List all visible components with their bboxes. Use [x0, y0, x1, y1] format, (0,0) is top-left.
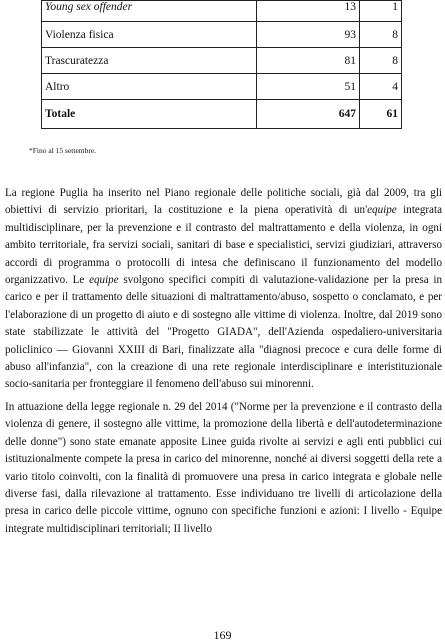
row-label: Violenza fisica	[42, 22, 257, 48]
row-value: 8	[360, 48, 402, 74]
row-value: 51	[257, 74, 360, 100]
emphasis-text: equipe	[367, 204, 397, 217]
paragraph-text: svolgono specifici compiti di valutazione-validazione per la presa in carico e per il trattamento delle situazioni di maltrattamento/abuso, sospetto o conclamato, e per l'elaborazione di un progetto di aiuto e di sostegno alle vittime di violenza. Inoltre, dal 2019 sono state stabilizzate le attività del "Progetto GIADA", dell'Azienda ospedaliero-universitaria policlinico — Giovanni XXIII di Bari, finalizzate alla "diagnosi precoce e cura delle forme di abuso all'infanzia", con la creazione di una rete regionale interdisciplinare e interistituzionale socio-sanitaria per fronteggiare il fenomeno dell'abuso sui minorenni.	[5, 274, 442, 391]
table-footnote: *Fino al 15 settembre.	[29, 146, 97, 155]
row-value: 4	[360, 74, 402, 100]
body-text	[5, 185, 442, 543]
table-total-row	[42, 100, 402, 129]
row-label: Trascuratezza	[42, 48, 257, 74]
row-value: 81	[257, 48, 360, 74]
row-label: Young sex offender	[42, 1, 257, 22]
table-row	[42, 74, 402, 100]
total-value: 647	[257, 100, 360, 129]
row-label: Altro	[42, 74, 257, 100]
paragraph-text: La regione Puglia ha inserito nel Piano regionale delle politiche sociali, già dal 2009, tra gli obiettivi di servizio prioritari, la costituzione e la piena operatività di un'	[5, 187, 442, 217]
table-row	[42, 22, 402, 48]
paragraph-text: integrata multidisciplinare, per la prevenzione e il contrasto del maltrattamento e della violenza, in ogni ambito territoriale, fra servizi sociali, sanitari di base e specialistici, servizi giudiziari, attraverso accordi di programma o protocolli di intesa che definiscano il funzionamento del modello organizzativo. Le	[5, 204, 442, 287]
row-value: 93	[257, 22, 360, 48]
emphasis-text: equipe	[89, 274, 119, 287]
table-row	[42, 1, 402, 22]
statistics-table	[41, 0, 402, 129]
row-value: 13	[257, 1, 360, 22]
row-value: 1	[360, 1, 402, 22]
total-label: Totale	[42, 100, 257, 129]
row-value: 8	[360, 22, 402, 48]
paragraph	[5, 185, 442, 394]
table-row	[42, 48, 402, 74]
paragraph: In attuazione della legge regionale n. 29 del 2014 ("Norme per la prevenzione e il contrasto della violenza di genere, il sostegno alle vittime, la promozione della libertà e dell'autodeterminazione delle donne") sono state emanate apposite Linee guida rivolte ai servizi e agli enti pubblici cui istituzionalmente compete la presa in carico del minorenne, nonché ai diversi soggetti della rete a vario titolo coinvolti, con la finalità di promuovere una presa in carico integrata e globale nelle diverse fasi, dalla rilevazione al trattamento. Esse individuano tre livelli di articolazione della presa in carico delle piccole vittime, ognuno con specifiche funzioni e azioni: I livello - Equipe integrate multidisciplinari territoriali; II livello	[5, 400, 442, 535]
page-number: 169	[213, 628, 232, 642]
total-value: 61	[360, 100, 402, 129]
